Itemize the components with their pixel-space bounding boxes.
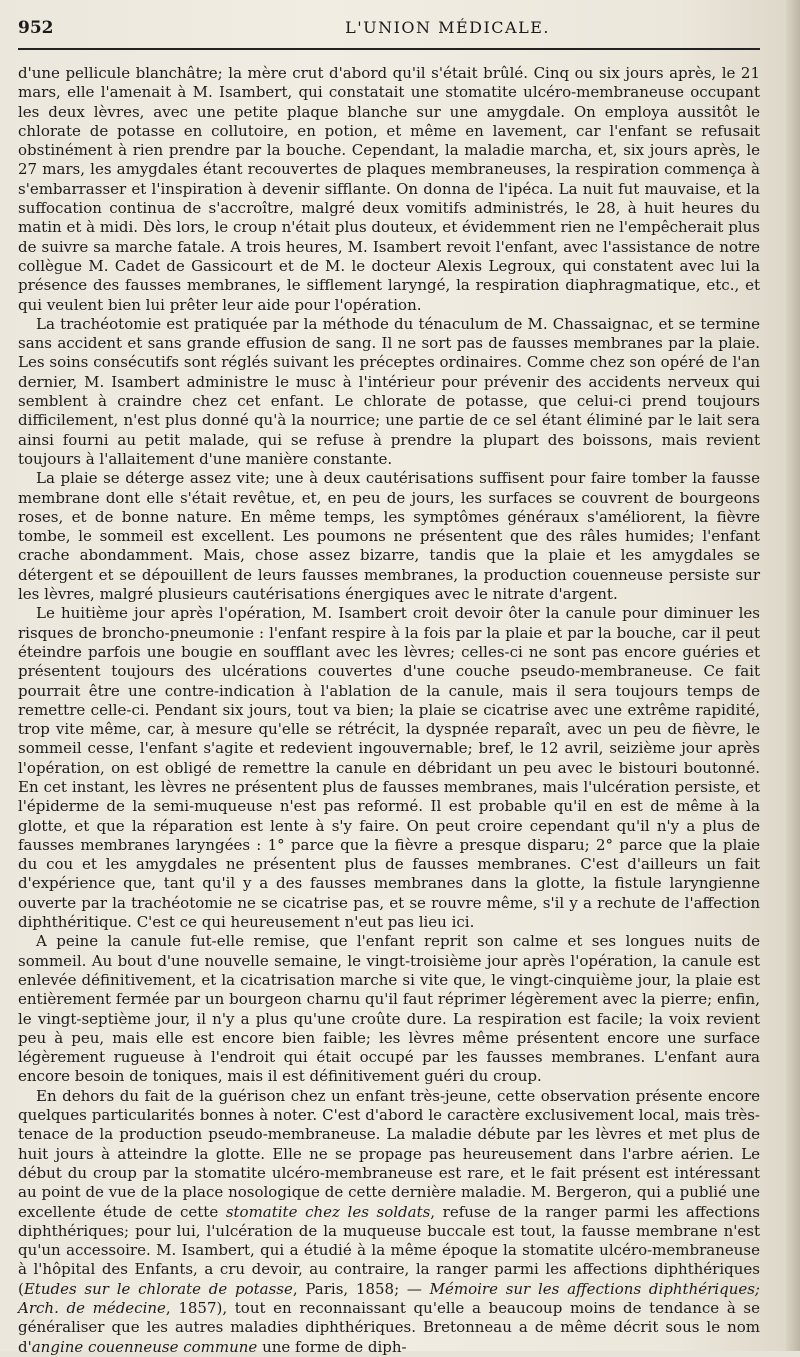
paragraph-6-title-d: angine couenneuse commune xyxy=(31,1337,258,1356)
paragraph-6-text-e: une forme de diph- xyxy=(257,1337,407,1356)
paragraph-6-title-b: Etudes sur le chlorate de potasse xyxy=(23,1279,293,1298)
body-text xyxy=(18,64,760,1357)
paragraph-6 xyxy=(18,1087,760,1357)
paragraph-2: La trachéotomie est pratiquée par la méthode du ténaculum de M. Chassaignac, et se termine sans accident et sans grande effusion de sang. Il ne sort pas de fausses membranes par la plaie. Les soins consécutifs sont réglés suivant les préceptes ordinaires. Comme chez son opéré de l'an dernier, M. Isambert administre le musc à l'intérieur pour prévenir des accidents nerveux qui semblent à craindre chez cet enfant. Le chlorate de potasse, que celui-ci prend toujours difficilement, n'est plus donné qu'à la nourrice; une partie de ce sel étant éliminé par le lait sera ainsi fourni au petit malade, qui se refuse à prendre la plupart des boissons, mais revient toujours à l'allaitement d'une manière constante. xyxy=(18,314,760,468)
paragraph-6-text-b: , refuse de la ranger parmi les affections diphthériques; pour lui, l'ulcération de la muqueuse buccale est tout, la fausse membrane n'est qu'un accessoire. M. Isambert, qui a étudié à la même époque la stomatite ulcéro-membraneuse à l'hôpital des Enfants, a cru devoir, au contraire, la ranger parmi les affections diphthériques ( xyxy=(18,1202,760,1298)
paragraph-6-text-a: En dehors du fait de la guérison chez un enfant très-jeune, cette observation présente encore quelques particularités bonnes à noter. C'est d'abord le caractère exclusivement local, mais très-tenace de la production pseudo-membraneuse. La maladie débute par les lèvres et met plus de huit jours à atteindre la glotte. Elle ne se propage pas heureusement dans l'arbre aérien. Le début du croup par la stomatite ulcéro-membraneuse est rare, et le fait présent est intéressant au point de vue de la place nosologique de cette dernière maladie. M. Bergeron, qui a publié une excellente étude de cette xyxy=(18,1086,760,1221)
running-title: L'UNION MÉDICALE. xyxy=(345,18,550,37)
paragraph-4: Le huitième jour après l'opération, M. Isambert croit devoir ôter la canule pour diminuer les risques de broncho-pneumonie : l'enfant respire à la fois par la plaie et par la bouche, car il peut éteindre parfois une bougie en soufflant avec les lèvres; celles-ci ne sont pas encore guéries et présentent toujours des ulcérations couvertes d'une couche pseudo-membraneuse. Ce fait pourrait être une contre-indication à l'ablation de la canule, mais il sera toujours temps de remettre celle-ci. Pendant six jours, tout va bien; la plaie se cicatrise avec une extrême rapidité, trop vite même, car, à mesure qu'elle se rétrécit, la dyspnée reparaît, avec un peu de fièvre, le sommeil cesse, l'enfant s'agite et redevient ingouvernable; bref, le 12 avril, seizième jour après l'opération, on est obligé de remettre la canule en débridant un peu avec le bistouri boutonné. En cet instant, les lèvres ne présentent plus de fausses membranes, mais l'ulcération persiste, et l'épiderme de la semi-muqueuse n'est pas reformé. Il est probable qu'il en est de même à la glotte, et que la réparation est lente à s'y faire. On peut croire cependant qu'il n'y a plus de fausses membranes laryngées : 1° parce que la fièvre a presque disparu; 2° parce que la plaie du cou et les amygdales ne présentent plus de fausses membranes. C'est d'ailleurs un fait d'expérience que, tant qu'il y a des fausses membranes dans la glotte, la fistule laryngienne ouverte par la trachéotomie ne se cicatrise pas, et se rouvre même, s'il y a rechute de l'affection diphthéritique. C'est ce qui heureusement n'eut pas lieu ici. xyxy=(18,604,760,932)
paragraph-3: La plaie se déterge assez vite; une à deux cautérisations suffisent pour faire tomber la fausse membrane dont elle s'était revêtue, et, en peu de jours, les surfaces se couvrent de bourgeons roses, et de bonne nature. En même temps, les symptômes généraux s'améliorent, la fièvre tombe, le sommeil est excellent. Les poumons ne présentent que des râles humides; l'enfant crache abondamment. Mais, chose assez bizarre, tandis que la plaie et les amygdales se détergent et se dépouillent de leurs fausses membranes, la production couenneuse persiste sur les lèvres, malgré plusieurs cautérisations énergiques avec le nitrate d'argent. xyxy=(18,469,760,604)
page-header xyxy=(18,18,760,50)
page-edge xyxy=(786,0,800,1351)
paragraph-5: A peine la canule fut-elle remise, que l'enfant reprit son calme et ses longues nuits de sommeil. Au bout d'une nouvelle semaine, le vingt-troisième jour après l'opération, la canule est enlevée définitivement, et la cicatrisation marche si vite que, le vingt-cinquième jour, la plaie est entièrement fermée par un bourgeon charnu qu'il faut réprimer légèrement avec la pierre; enfin, le vingt-septième jour, il n'y a plus qu'une croûte dure. La respiration est facile; la voix revient peu à peu, mais elle est encore bien faible; les lèvres même présentent encore une surface légèrement rugueuse à l'endroit qui était occupé par les fausses membranes. L'enfant aura encore besoin de toniques, mais il est définitivement guéri du croup. xyxy=(18,932,760,1086)
paragraph-6-title-c: Mémoire sur les affections diphthériques; Arch. de médecine xyxy=(18,1279,760,1317)
paragraph-6-text-c: , Paris, 1858; — xyxy=(292,1279,430,1298)
paragraph-6-text-d: , 1857), tout en reconnaissant qu'elle a beaucoup moins de tendance à se généraliser que les autres maladies diphthériques. Bretonneau a de même décrit sous le nom d' xyxy=(18,1299,760,1356)
page-number: 952 xyxy=(18,18,54,38)
paragraph-1: d'une pellicule blanchâtre; la mère crut d'abord qu'il s'était brûlé. Cinq ou six jours après, le 21 mars, elle l'amenait à M. Isambert, qui constatait une stomatite ulcéro-membraneuse occupant les deux lèvres, avec une petite plaque blanche sur une amygdale. On employa aussitôt le chlorate de potasse en collutoire, en potion, et même en lavement, car l'enfant se refusait obstinément à rien prendre par la bouche. Cependant, la maladie marcha, et, six jours après, le 27 mars, les amygdales étant recouvertes de plaques membraneuses, la respiration commença à s'embarrasser et l'inspiration à devenir sifflante. On donna de l'ipéca. La nuit fut mauvaise, et la suffocation continua de s'accroître, malgré deux vomitifs administrés, le 28, à huit heures du matin et à midi. Dès lors, le croup n'était plus douteux, et évidemment rien ne l'empêcherait plus de suivre sa marche fatale. A trois heures, M. Isambert revoit l'enfant, avec l'assistance de notre collègue M. Cadet de Gassicourt et de M. le docteur Alexis Legroux, qui constatent avec lui la présence des fausses membranes, le sifflement laryngé, la respiration diaphragmatique, etc., et qui veulent bien lui prêter leur aide pour l'opération. xyxy=(18,64,760,314)
paragraph-6-title-a: stomatite chez les soldats xyxy=(225,1202,431,1221)
